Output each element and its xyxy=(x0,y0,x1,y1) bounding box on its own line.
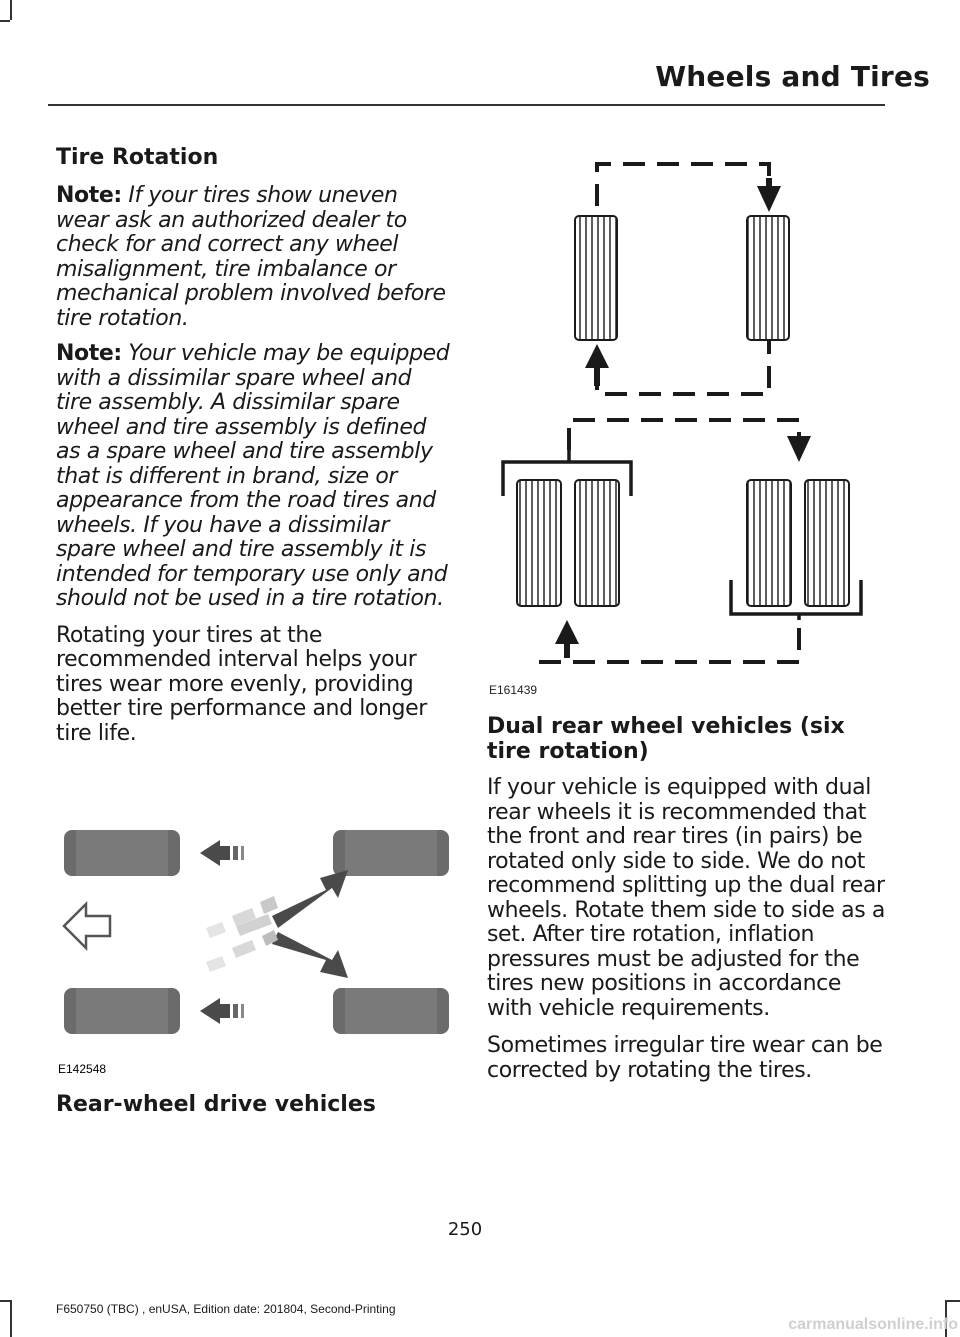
rotation-benefit-paragraph: Rotating your tires at the recommended interval helps your tires wear more evenly, providing better tire performance and longer tire life. xyxy=(56,622,427,746)
left-column xyxy=(56,145,451,746)
page-header-title: Wheels and Tires xyxy=(655,60,930,93)
arrow-up-front-left-icon xyxy=(594,366,600,386)
note-text: If your tires show uneven wear ask an authorized dealer to check for and correct any wheel misalignment, tire imbalance or mechanical problem involved before tire rotation. xyxy=(56,183,446,331)
tire-rear-right-inner xyxy=(747,480,791,606)
crop-mark xyxy=(0,1300,10,1302)
right-column xyxy=(487,714,887,1083)
note-label: Note: xyxy=(56,183,122,208)
arrow-up-front-left-icon xyxy=(585,344,609,368)
arrow-down-front-right-icon xyxy=(766,178,772,188)
tire-rear-left xyxy=(64,988,180,1034)
note-tire-wear xyxy=(56,184,451,331)
crop-mark xyxy=(945,1300,960,1302)
arrow-down-front-right-icon xyxy=(757,186,781,212)
figure-caption: Rear-wheel drive vehicles xyxy=(56,1092,376,1117)
page-number: 250 xyxy=(447,1219,483,1240)
tire-rear-right-outer xyxy=(805,480,849,606)
tire-front-right xyxy=(333,830,449,876)
crop-mark xyxy=(10,1300,12,1337)
crop-mark xyxy=(10,0,12,20)
section-heading: Tire Rotation xyxy=(56,145,219,170)
tire-front-right xyxy=(747,216,789,340)
dual-rear-wheel-rotation-figure xyxy=(487,150,887,700)
note-text: Your vehicle may be equipped with a dissimilar spare wheel and tire assembly. A dissimilar spare wheel and tire assembly is defined as a spare wheel and tire assembly that is different in brand, size or appearance from the road tires and wheels. If you have a dissimilar spare wheel and tire assembly it is intended for temporary use only and should not be used in a tire rotation. xyxy=(56,341,450,611)
edition-info: F650750 (TBC) , enUSA, Edition date: 201804, Second-Printing xyxy=(56,1302,396,1316)
crop-mark xyxy=(0,20,10,22)
figure-id: E142548 xyxy=(58,1062,107,1076)
site-watermark: carmanualsonline.info xyxy=(788,1316,958,1333)
arrow-up-rear-left-icon xyxy=(564,642,570,658)
front-rotation-path xyxy=(597,164,769,394)
tire-rear-left-outer xyxy=(517,480,561,606)
tire-rear-right xyxy=(333,988,449,1034)
rear-wheel-drive-rotation-figure xyxy=(56,826,456,1078)
tire-front-left xyxy=(575,216,617,340)
section-heading: Dual rear wheel vehicles (six tire rotation) xyxy=(487,714,845,764)
tire-rear-left-inner xyxy=(575,480,619,606)
header-divider xyxy=(48,104,885,106)
irregular-wear-paragraph: Sometimes irregular tire wear can be corrected by rotating the tires. xyxy=(487,1033,883,1083)
tire-front-left xyxy=(64,830,180,876)
note-dissimilar-spare xyxy=(56,342,451,612)
dual-rear-paragraph: If your vehicle is equipped with dual rear wheels it is recommended that the front and rear tires (in pairs) be rotated only side to side. We do not recommend splitting up the dual rear wheels. Rotate them side to side as a set. After tire rotation, inflation pressures must be adjusted for the tires new positions in accordance with vehicle requirements. xyxy=(487,775,885,1021)
note-label: Note: xyxy=(56,341,122,366)
arrow-down-rear-right-icon xyxy=(787,436,811,462)
figure-id: E161439 xyxy=(489,683,538,697)
arrow-up-rear-left-icon xyxy=(555,620,579,644)
